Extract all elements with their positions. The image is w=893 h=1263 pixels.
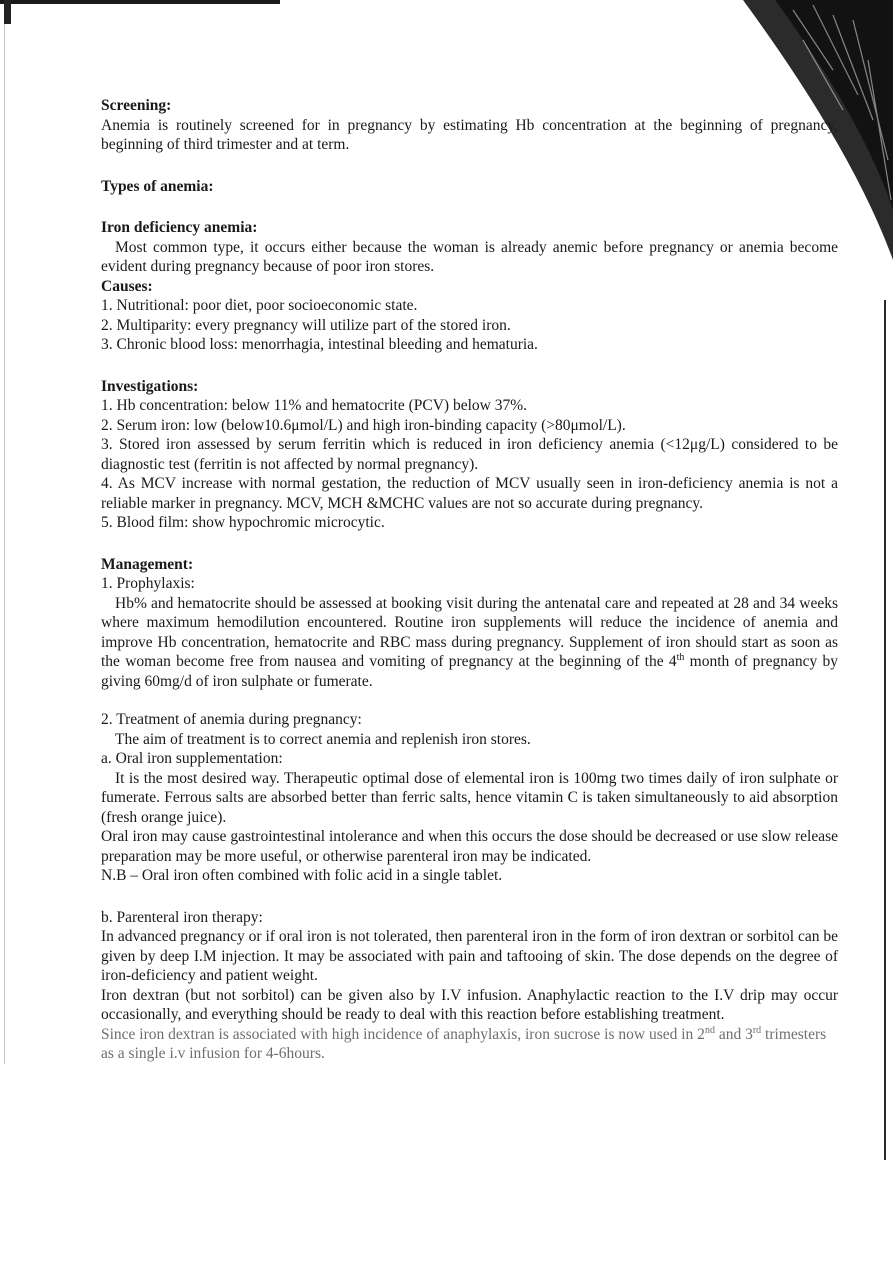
scan-top-edge bbox=[0, 0, 280, 4]
superscript-rd: rd bbox=[752, 1024, 762, 1036]
investigation-item: 4. As MCV increase with normal gestation, the reduction of MCV usually seen in iron-deficiency anemia is not a reliable marker in pregnancy. MCV, MCH &MCHC values are not so accurate during pregnancy. bbox=[101, 475, 838, 512]
screening-text: Anemia is routinely screened for in pregnancy by estimating Hb concentration at the beginning of pregnancy, beginning of third trimester and at term. bbox=[101, 116, 838, 153]
types-heading: Types of anemia: bbox=[101, 177, 214, 195]
investigation-item: 5. Blood film: show hypochromic microcytic. bbox=[101, 514, 385, 531]
parenteral-text-3c: trimesters as a single i.v infusion for 4-6hours. bbox=[101, 1025, 827, 1062]
cause-item: 3. Chronic blood loss: menorrhagia, intestinal bleeding and hematuria. bbox=[101, 336, 538, 353]
investigations-heading: Investigations: bbox=[101, 377, 199, 395]
parenteral-text-3 bbox=[101, 1025, 838, 1064]
scan-right-edge bbox=[884, 300, 886, 1160]
treatment-aim: The aim of treatment is to correct anemia and replenish iron stores. bbox=[115, 730, 531, 748]
document-body bbox=[101, 96, 838, 1064]
parenteral-heading: b. Parenteral iron therapy: bbox=[101, 908, 263, 926]
oral-iron-text: It is the most desired way. Therapeutic optimal dose of elemental iron is 100mg two times daily of iron sulphate or fumerate. Ferrous salts are absorbed better than ferric salts, hence vitamin C is taken simultaneously to aid absorption (fresh orange juice). bbox=[101, 769, 838, 826]
superscript-nd: nd bbox=[704, 1024, 715, 1036]
oral-iron-note: N.B – Oral iron often combined with folic acid in a single tablet. bbox=[101, 867, 503, 884]
prophylaxis-text-main: Hb% and hematocrite should be assessed at booking visit during the antenatal care and repeated at 28 and 34 weeks where maximum hemodilution encountered. Routine iron supplements will reduce the incidence of anemia and improve Hb concentration, hematocrite and RBC mass during pregnancy. Supplement of iron should start as soon as the woman become free from nausea and vomiting of pregnancy at the beginning of the 4 bbox=[101, 594, 838, 670]
investigation-item: 3. Stored iron assessed by serum ferritin which is reduced in iron deficiency anemia (<12μg/L) considered to be diagnostic test (ferritin is not affected by normal pregnancy). bbox=[101, 436, 838, 473]
parenteral-text: In advanced pregnancy or if oral iron is not tolerated, then parenteral iron in the form of iron dextran or sorbitol can be given by deep I.M injection. It may be associated with pain and taftooing of skin. The dose depends on the degree of iron-deficiency and patient weight. bbox=[101, 928, 838, 984]
scan-left-edge bbox=[4, 24, 5, 1064]
oral-iron-text-2: Oral iron may cause gastrointestinal intolerance and when this occurs the dose should be decreased or use slow release preparation may be more useful, or otherwise parenteral iron may be indicated. bbox=[101, 828, 838, 865]
management-heading: Management: bbox=[101, 555, 194, 573]
ida-intro: Most common type, it occurs either because the woman is already anemic before pregnancy or anemia become evident during pregnancy because of poor iron stores. bbox=[101, 238, 838, 275]
investigation-item: 1. Hb concentration: below 11% and hematocrite (PCV) below 37%. bbox=[101, 397, 527, 414]
parenteral-text-3b: and 3 bbox=[714, 1025, 753, 1043]
prophylaxis-text bbox=[101, 594, 838, 692]
cause-item: 1. Nutritional: poor diet, poor socioeconomic state. bbox=[101, 297, 418, 314]
cause-item: 2. Multiparity: every pregnancy will utilize part of the stored iron. bbox=[101, 316, 511, 334]
causes-heading: Causes: bbox=[101, 277, 153, 295]
prophylaxis-superscript: th bbox=[676, 651, 685, 663]
oral-iron-heading: a. Oral iron supplementation: bbox=[101, 750, 283, 767]
prophylaxis-heading: 1. Prophylaxis: bbox=[101, 575, 195, 592]
investigation-item: 2. Serum iron: low (below10.6μmol/L) and high iron-binding capacity (>80μmol/L). bbox=[101, 416, 626, 434]
prophylaxis-text-tail: month of pregnancy by giving 60mg/d of iron sulphate or fumerate. bbox=[101, 653, 838, 690]
treatment-heading: 2. Treatment of anemia during pregnancy: bbox=[101, 711, 362, 728]
ida-heading: Iron deficiency anemia: bbox=[101, 219, 258, 236]
parenteral-text-2: Iron dextran (but not sorbitol) can be given also by I.V infusion. Anaphylactic reaction to the I.V drip may occur occasionally, and everything should be ready to deal with this reaction before establishing treatment. bbox=[101, 986, 838, 1023]
parenteral-text-3a: Since iron dextran is associated with high incidence of anaphylaxis, iron sucrose is now used in 2 bbox=[101, 1025, 705, 1043]
scan-left-mark bbox=[4, 0, 11, 24]
screening-heading: Screening: bbox=[101, 97, 172, 114]
